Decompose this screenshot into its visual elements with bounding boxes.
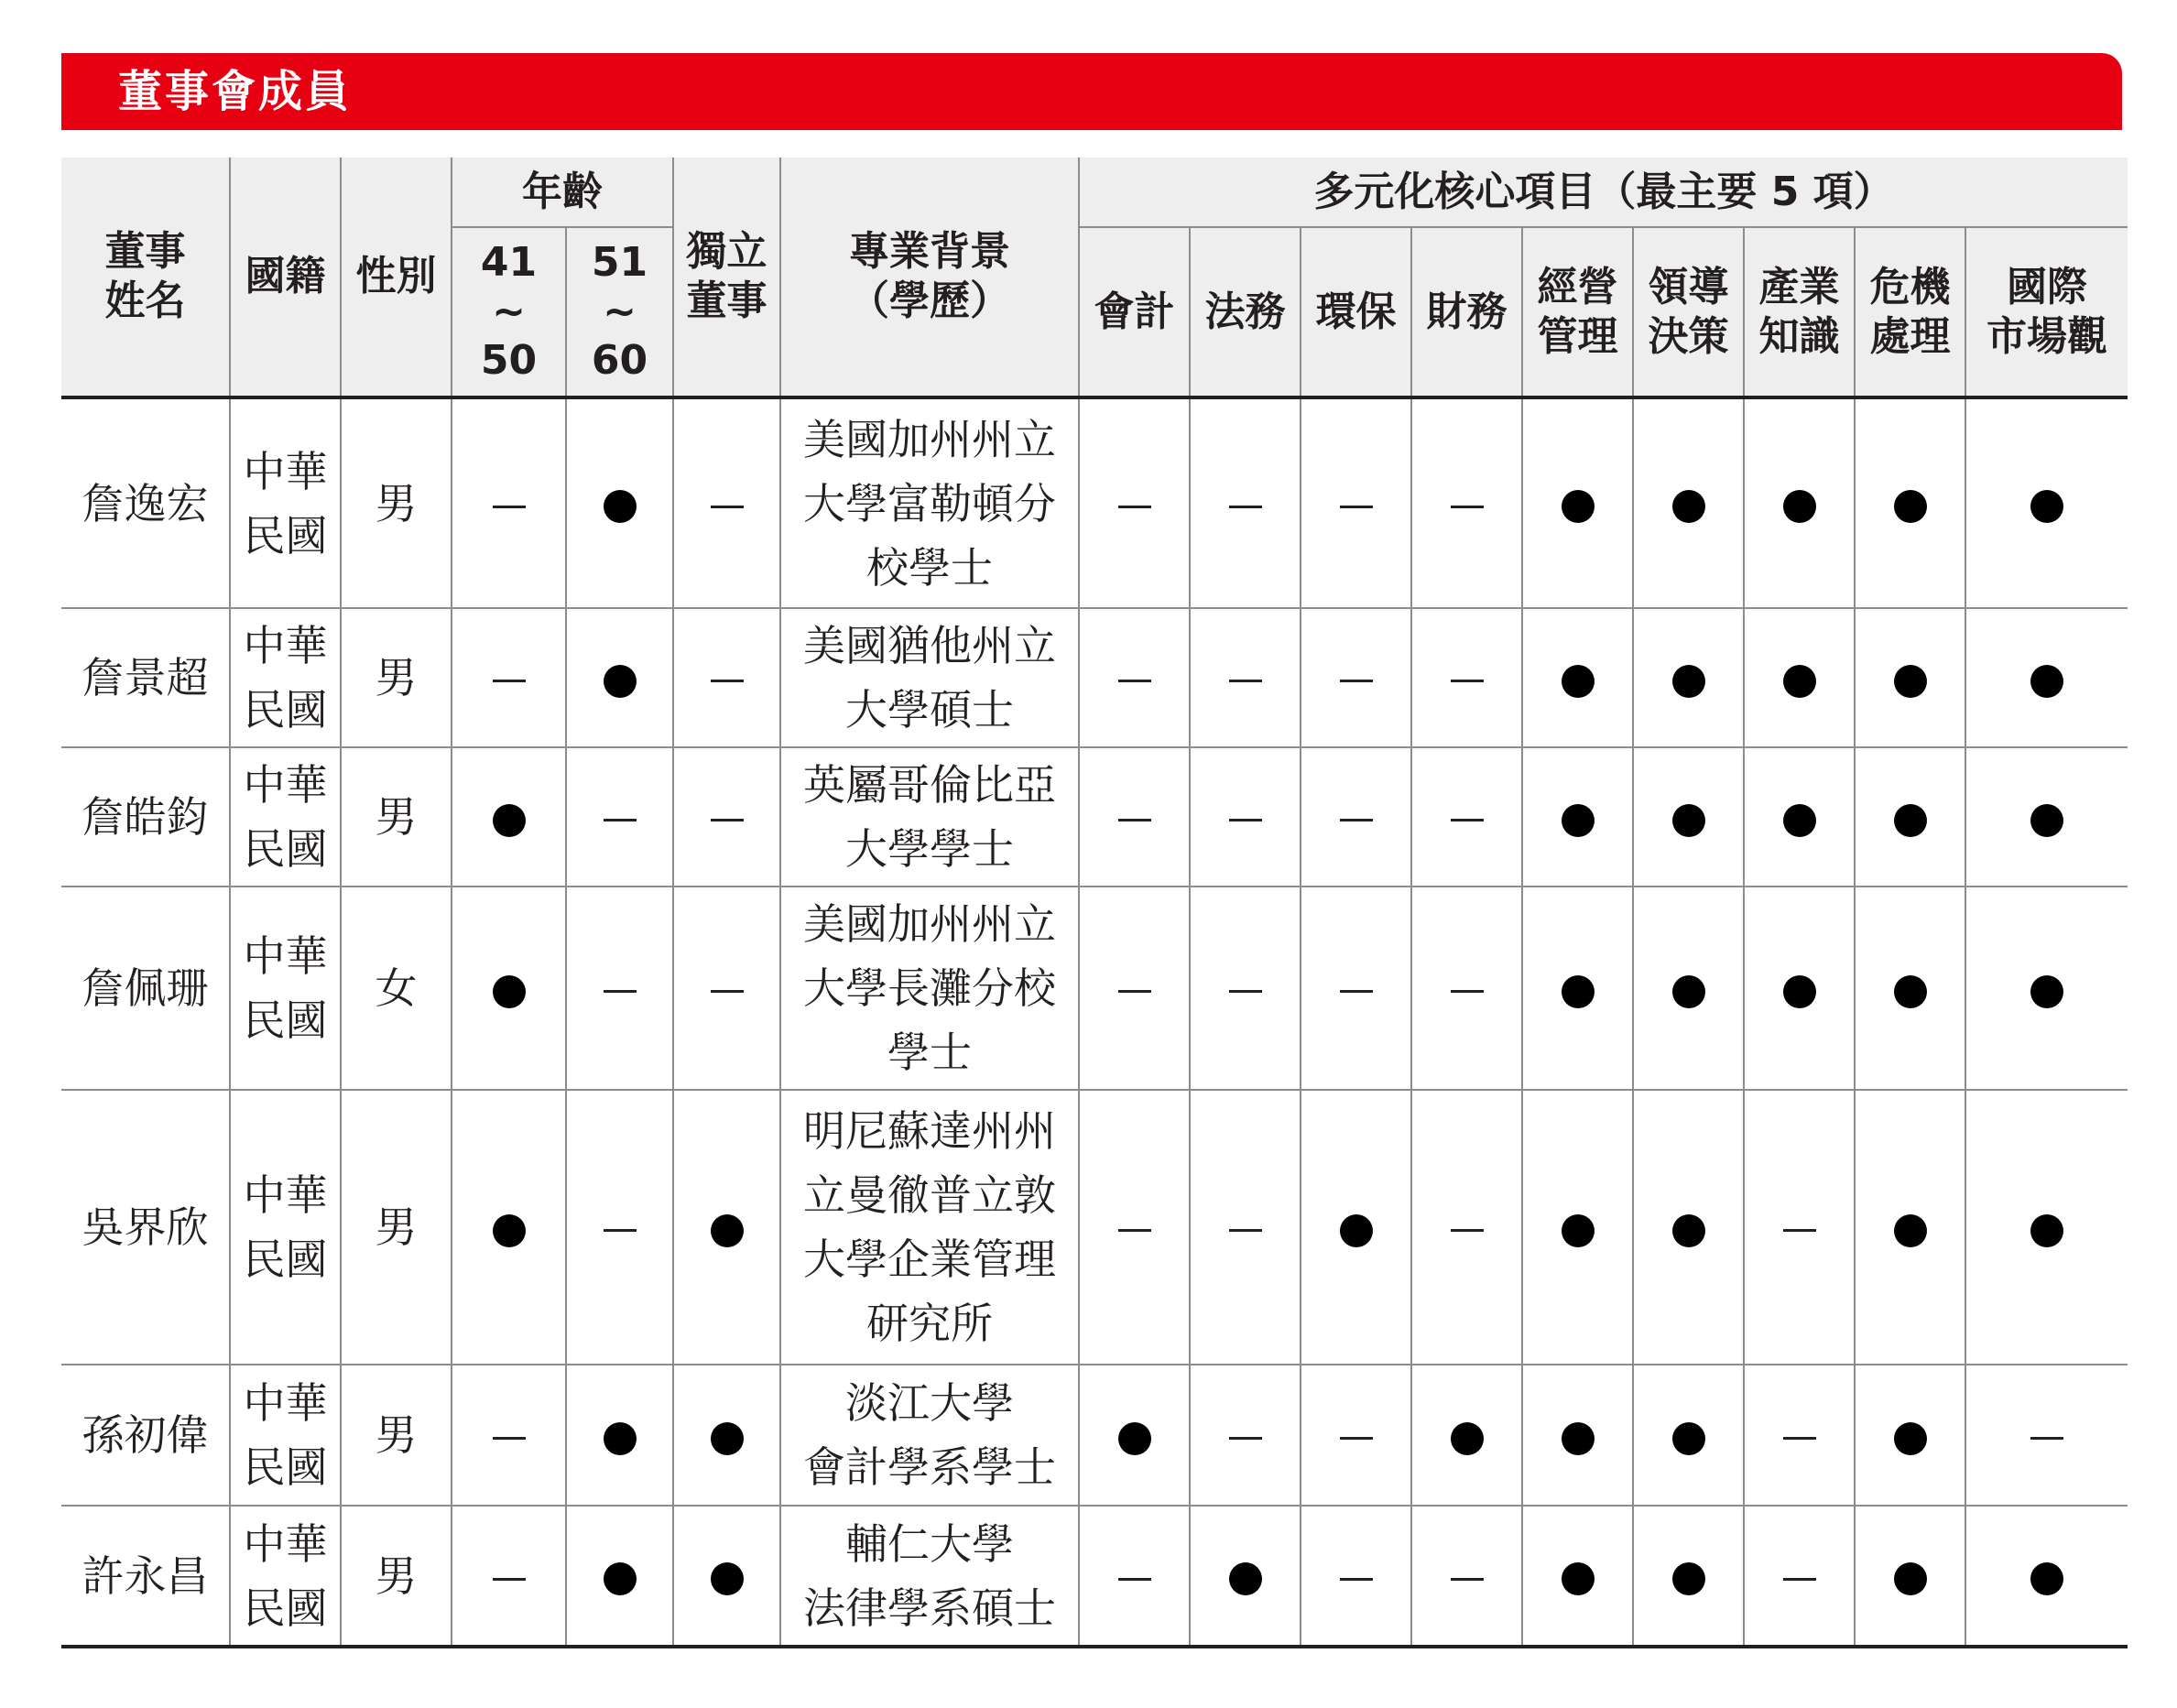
nationality-line: 中華 [243, 1378, 328, 1428]
dash-icon [1340, 819, 1373, 821]
dash-icon [1229, 506, 1262, 508]
independent-cell [673, 397, 780, 608]
age-cell [566, 397, 673, 608]
dot-icon [2030, 975, 2063, 1008]
dot-icon [1562, 1422, 1595, 1455]
dot-icon [1783, 665, 1816, 698]
dash-icon [493, 1437, 526, 1440]
table-row [61, 747, 2128, 887]
dot-icon [1672, 1422, 1705, 1455]
dot-icon [1562, 665, 1595, 698]
education-line: 校學士 [866, 542, 993, 593]
dot-icon [1562, 1214, 1595, 1247]
header-diversity-group: 多元化核心項目（最主要 5 項） [1079, 158, 2128, 227]
dot-icon [1672, 1562, 1705, 1595]
age-cell [566, 608, 673, 747]
skill-line: 財務 [1426, 288, 1508, 335]
dot-icon [1672, 1214, 1705, 1247]
director-education [780, 1365, 1079, 1506]
independent-cell [673, 887, 780, 1090]
dot-icon [2030, 490, 2063, 523]
header-skill [1190, 227, 1301, 397]
nationality-line: 民國 [243, 995, 328, 1045]
director-name: 詹皓鈞 [61, 747, 230, 887]
skill-cell [1079, 1090, 1190, 1365]
dot-icon [711, 1214, 744, 1247]
dot-icon [1118, 1422, 1151, 1455]
director-name: 許永昌 [61, 1506, 230, 1647]
header-skill [1522, 227, 1633, 397]
dot-icon [493, 804, 526, 837]
skill-line: 市場觀 [1987, 312, 2108, 360]
age-range-line: ~ [492, 288, 526, 335]
table-row [61, 608, 2128, 747]
dot-icon [1894, 1422, 1927, 1455]
education-line: 淡江大學 [845, 1378, 1014, 1428]
skill-cell [1633, 747, 1744, 887]
header-skill [1633, 227, 1744, 397]
education-line: 大學碩士 [845, 685, 1014, 734]
dash-icon [493, 680, 526, 682]
dash-icon [711, 990, 744, 993]
dash-icon [1118, 1229, 1151, 1232]
dot-icon [1562, 490, 1595, 523]
dash-icon [1783, 1229, 1816, 1232]
dash-icon [1340, 990, 1373, 993]
independent-cell [673, 608, 780, 747]
dot-icon [1672, 804, 1705, 837]
header-gender: 性別 [341, 158, 452, 397]
skill-line: 危機 [1869, 263, 1951, 310]
dash-icon [604, 819, 637, 821]
dot-icon [1783, 804, 1816, 837]
skill-cell [1411, 1090, 1522, 1365]
header-age-group: 年齡 [452, 158, 673, 227]
skill-cell [1744, 397, 1855, 608]
skill-cell [1522, 608, 1633, 747]
table-header [61, 158, 2128, 397]
director-nationality [230, 1365, 341, 1506]
header-independent: 獨立 董事 [673, 158, 780, 397]
skill-cell [1965, 608, 2128, 747]
director-nationality [230, 1506, 341, 1647]
dot-icon [1783, 975, 1816, 1008]
nationality-line: 中華 [243, 760, 328, 810]
director-name: 吳界欣 [61, 1090, 230, 1365]
education-line: 立曼徹普立敦 [803, 1170, 1056, 1220]
skill-cell [1855, 1506, 1965, 1647]
director-gender: 男 [341, 1506, 452, 1647]
dot-icon [1783, 490, 1816, 523]
dot-icon [1894, 975, 1927, 1008]
skill-cell [1522, 1090, 1633, 1365]
skill-cell [1744, 1365, 1855, 1506]
dot-icon [604, 490, 637, 523]
dot-icon [604, 1562, 637, 1595]
skill-cell [1633, 1506, 1744, 1647]
dash-icon [711, 506, 744, 508]
director-gender: 男 [341, 747, 452, 887]
age-cell [566, 1506, 673, 1647]
skill-cell [1855, 1090, 1965, 1365]
skill-cell [1633, 887, 1744, 1090]
table-row [61, 1090, 2128, 1365]
age-cell [452, 397, 566, 608]
dash-icon [1229, 990, 1262, 993]
dot-icon [604, 665, 637, 698]
independent-cell [673, 747, 780, 887]
dot-icon [1894, 490, 1927, 523]
dash-icon [2030, 1437, 2063, 1440]
skill-cell [1411, 397, 1522, 608]
skill-cell [1633, 608, 1744, 747]
skill-cell [1079, 608, 1190, 747]
section-title: 董事會成員 [118, 66, 353, 117]
skill-cell [1855, 887, 1965, 1090]
dash-icon [1229, 819, 1262, 821]
dash-icon [1229, 1437, 1262, 1440]
skill-cell [1855, 747, 1965, 887]
education-line: 輔仁大學 [845, 1518, 1014, 1569]
skill-cell [1301, 887, 1411, 1090]
education-line: 法律學系碩士 [803, 1583, 1056, 1633]
dash-icon [1451, 680, 1484, 682]
dash-icon [1783, 1437, 1816, 1440]
dot-icon [1672, 665, 1705, 698]
skill-cell [1079, 1365, 1190, 1506]
dot-icon [1229, 1562, 1262, 1595]
education-line: 英屬哥倫比亞 [803, 760, 1056, 810]
skill-cell [1301, 1506, 1411, 1647]
dash-icon [711, 819, 744, 821]
skill-cell [1744, 747, 1855, 887]
skill-cell [1965, 397, 2128, 608]
education-line: 大學富勒頓分 [803, 478, 1056, 528]
dot-icon [711, 1562, 744, 1595]
age-cell [452, 608, 566, 747]
age-cell [566, 747, 673, 887]
education-line: 美國猶他州立 [803, 621, 1056, 670]
skill-cell [1190, 397, 1301, 608]
nationality-line: 中華 [243, 1518, 328, 1569]
skill-line: 環保 [1315, 288, 1397, 335]
skill-cell [1744, 1506, 1855, 1647]
age-range-line: ~ [603, 288, 637, 335]
director-name: 詹逸宏 [61, 397, 230, 608]
header-age-range [566, 227, 673, 397]
dot-icon [1672, 490, 1705, 523]
skill-cell [1079, 887, 1190, 1090]
dash-icon [604, 1229, 637, 1232]
education-line: 大學長灘分校 [803, 963, 1056, 1013]
education-line: 大學學士 [845, 824, 1014, 874]
skill-cell [1522, 747, 1633, 887]
skill-cell [1522, 887, 1633, 1090]
nationality-line: 民國 [243, 1442, 328, 1492]
age-cell [566, 887, 673, 1090]
nationality-line: 中華 [243, 1170, 328, 1220]
table-row [61, 887, 2128, 1090]
skill-cell [1965, 1506, 2128, 1647]
dot-icon [2030, 665, 2063, 698]
skill-cell [1965, 747, 2128, 887]
skill-line: 處理 [1869, 312, 1951, 360]
director-education [780, 1090, 1079, 1365]
skill-cell [1744, 887, 1855, 1090]
table-row [61, 1506, 2128, 1647]
age-cell [452, 1506, 566, 1647]
skill-cell [1965, 887, 2128, 1090]
dash-icon [1451, 1578, 1484, 1581]
skill-cell [1411, 608, 1522, 747]
education-line: 會計學系學士 [803, 1442, 1056, 1492]
skill-cell [1190, 887, 1301, 1090]
director-education [780, 887, 1079, 1090]
dash-icon [1229, 680, 1262, 682]
skill-cell [1744, 608, 1855, 747]
director-gender: 男 [341, 397, 452, 608]
dash-icon [1340, 506, 1373, 508]
dot-icon [493, 975, 526, 1008]
skill-line: 經營 [1537, 263, 1618, 310]
dash-icon [493, 506, 526, 508]
header-name: 董事 姓名 [61, 158, 230, 397]
skill-line: 決策 [1648, 312, 1729, 360]
skill-cell [1855, 608, 1965, 747]
skill-cell [1301, 1090, 1411, 1365]
dash-icon [1340, 680, 1373, 682]
skill-line: 管理 [1537, 312, 1618, 360]
header-age-range [452, 227, 566, 397]
skill-cell [1190, 608, 1301, 747]
skill-cell [1522, 397, 1633, 608]
skill-line: 領導 [1648, 263, 1729, 310]
independent-cell [673, 1365, 780, 1506]
dot-icon [1894, 804, 1927, 837]
age-cell [452, 1090, 566, 1365]
nationality-line: 中華 [243, 931, 328, 981]
dash-icon [1118, 1578, 1151, 1581]
dot-icon [2030, 1214, 2063, 1247]
skill-cell [1522, 1365, 1633, 1506]
dash-icon [493, 1578, 526, 1581]
dot-icon [2030, 1562, 2063, 1595]
dot-icon [1562, 975, 1595, 1008]
skill-cell [1411, 747, 1522, 887]
director-gender: 男 [341, 1365, 452, 1506]
skill-cell [1079, 747, 1190, 887]
dot-icon [1340, 1214, 1373, 1247]
director-education [780, 608, 1079, 747]
skill-cell [1633, 397, 1744, 608]
nationality-line: 民國 [243, 824, 328, 874]
header-nationality: 國籍 [230, 158, 341, 397]
dash-icon [1118, 990, 1151, 993]
skill-cell [1633, 1090, 1744, 1365]
skill-cell [1633, 1365, 1744, 1506]
header-skill [1965, 227, 2128, 397]
director-name: 詹景超 [61, 608, 230, 747]
age-cell [452, 887, 566, 1090]
director-gender: 男 [341, 1090, 452, 1365]
skill-cell [1744, 1090, 1855, 1365]
skill-cell [1855, 397, 1965, 608]
skill-cell [1190, 1365, 1301, 1506]
director-nationality [230, 887, 341, 1090]
skill-cell [1411, 1506, 1522, 1647]
dot-icon [1672, 975, 1705, 1008]
dash-icon [711, 680, 744, 682]
board-members-table [61, 158, 2128, 1648]
dot-icon [1894, 665, 1927, 698]
age-cell [566, 1365, 673, 1506]
director-education [780, 1506, 1079, 1647]
dot-icon [604, 1422, 637, 1455]
dash-icon [1451, 990, 1484, 993]
skill-cell [1411, 887, 1522, 1090]
age-range-line: 60 [591, 337, 648, 385]
dash-icon [1783, 1578, 1816, 1581]
age-cell [566, 1090, 673, 1365]
dash-icon [1340, 1578, 1373, 1581]
header-skill [1744, 227, 1855, 397]
dash-icon [1451, 1229, 1484, 1232]
director-name: 詹佩珊 [61, 887, 230, 1090]
dot-icon [1451, 1422, 1484, 1455]
nationality-line: 民國 [243, 1235, 328, 1284]
nationality-line: 民國 [243, 510, 328, 560]
dash-icon [604, 990, 637, 993]
age-range-line: 41 [480, 238, 538, 286]
skill-line: 會計 [1094, 288, 1175, 335]
dot-icon [1562, 804, 1595, 837]
skill-cell [1301, 747, 1411, 887]
dash-icon [1229, 1229, 1262, 1232]
education-line: 明尼蘇達州州 [803, 1106, 1056, 1156]
skill-cell [1522, 1506, 1633, 1647]
dot-icon [493, 1214, 526, 1247]
skill-cell [1079, 397, 1190, 608]
dash-icon [1118, 506, 1151, 508]
age-cell [452, 747, 566, 887]
skill-cell [1190, 747, 1301, 887]
skill-cell [1190, 1506, 1301, 1647]
skill-cell [1079, 1506, 1190, 1647]
skill-line: 知識 [1758, 312, 1840, 360]
nationality-line: 民國 [243, 1583, 328, 1633]
skill-cell [1301, 608, 1411, 747]
dot-icon [711, 1422, 744, 1455]
header-background: 專業背景 （學歷） [780, 158, 1079, 397]
independent-cell [673, 1506, 780, 1647]
table-body [61, 397, 2128, 1647]
skill-cell [1301, 397, 1411, 608]
director-nationality [230, 397, 341, 608]
nationality-line: 中華 [243, 621, 328, 670]
table-row [61, 1365, 2128, 1506]
dash-icon [1451, 819, 1484, 821]
skill-line: 產業 [1758, 263, 1840, 310]
dash-icon [1340, 1437, 1373, 1440]
skill-line: 國際 [2007, 263, 2088, 310]
section-banner [61, 53, 2122, 130]
dot-icon [1894, 1214, 1927, 1247]
header-skill [1301, 227, 1411, 397]
director-name: 孫初偉 [61, 1365, 230, 1506]
dash-icon [1118, 819, 1151, 821]
age-range-line: 51 [591, 238, 648, 286]
skill-cell [1965, 1365, 2128, 1506]
skill-cell [1965, 1090, 2128, 1365]
header-skill [1079, 227, 1190, 397]
director-nationality [230, 1090, 341, 1365]
education-line: 大學企業管理 [803, 1235, 1056, 1284]
education-line: 研究所 [866, 1299, 993, 1348]
skill-cell [1855, 1365, 1965, 1506]
director-education [780, 747, 1079, 887]
header-skill [1855, 227, 1965, 397]
director-gender: 女 [341, 887, 452, 1090]
director-education [780, 397, 1079, 608]
table-row [61, 397, 2128, 608]
dot-icon [1894, 1562, 1927, 1595]
header-skill [1411, 227, 1522, 397]
age-range-line: 50 [480, 337, 538, 385]
director-nationality [230, 747, 341, 887]
independent-cell [673, 1090, 780, 1365]
age-cell [452, 1365, 566, 1506]
dash-icon [1451, 506, 1484, 508]
director-nationality [230, 608, 341, 747]
skill-cell [1190, 1090, 1301, 1365]
nationality-line: 中華 [243, 446, 328, 496]
education-line: 美國加州州立 [803, 899, 1056, 949]
dot-icon [2030, 804, 2063, 837]
education-line: 學士 [887, 1028, 972, 1077]
education-line: 美國加州州立 [803, 414, 1056, 464]
dot-icon [1562, 1562, 1595, 1595]
dash-icon [1118, 680, 1151, 682]
nationality-line: 民國 [243, 685, 328, 734]
skill-cell [1301, 1365, 1411, 1506]
skill-cell [1411, 1365, 1522, 1506]
director-gender: 男 [341, 608, 452, 747]
skill-line: 法務 [1204, 288, 1286, 335]
